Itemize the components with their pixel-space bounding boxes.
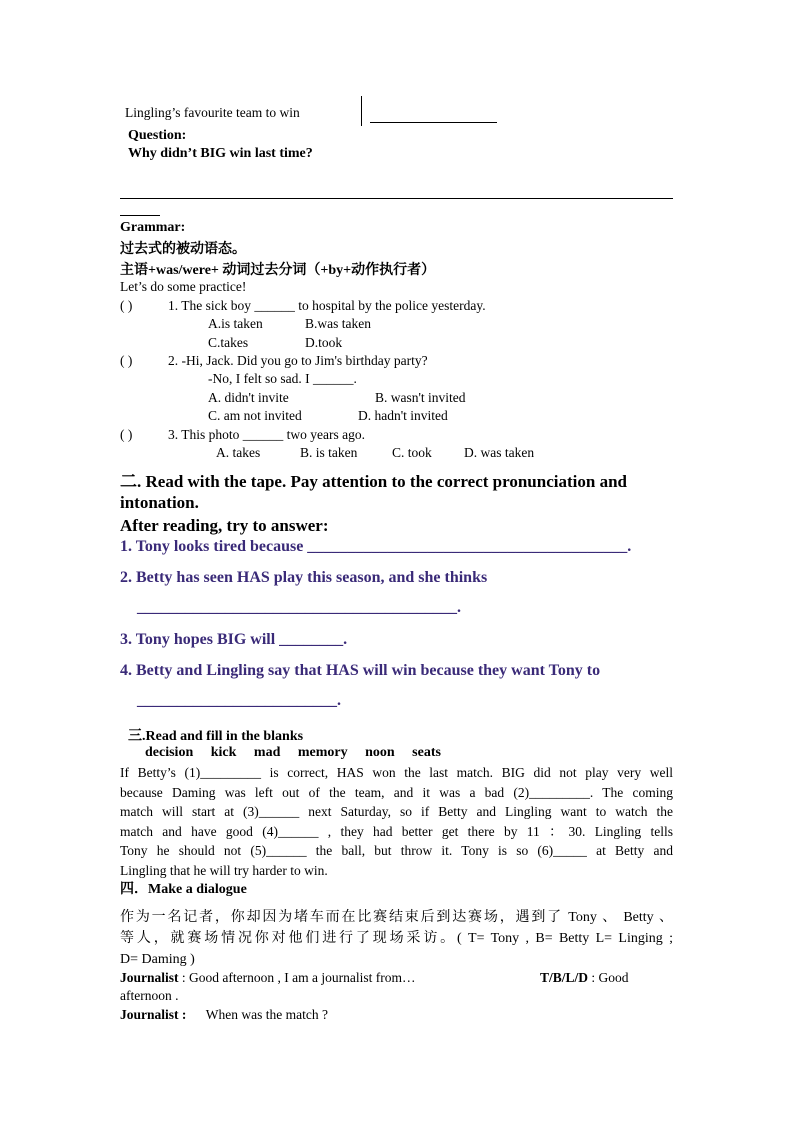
table-divider [361, 96, 362, 126]
q3-option-a: A. takes [216, 445, 261, 460]
dialogue-instructions [120, 907, 673, 970]
word-bank: decision kick mad memory noon seats [145, 745, 441, 760]
speaker-journalist: Journalist : [120, 1007, 187, 1022]
q1-paren: ( ) [120, 298, 133, 313]
instruction-line: 等人，就赛场情况你对他们进行了现场采访。( T= Tony , B= Betty L= Linging ; [120, 931, 673, 946]
after-reading-heading: After reading, try to answer: [120, 516, 329, 535]
answer-question-4: 4. Betty and Lingling say that HAS will win because they want Tony to [120, 662, 601, 679]
instruction-line: D= Daming ) [120, 952, 195, 967]
grammar-title: 过去式的被动语态。 [120, 242, 246, 257]
cloze-paragraph [120, 763, 673, 880]
instruction-line: 作为一名记者，你却因为堵车而在比赛结束后到达赛场，遇到了 Tony 、 Betty 、 [120, 910, 673, 925]
q3-option-b: B. is taken [300, 445, 358, 460]
answer-line [120, 198, 673, 199]
cloze-line: Tony he should not (5)______ the ball, but throw it. Tony is so (6)_____ at Betty and [120, 843, 673, 858]
q2-option-c: C. am not invited [208, 408, 302, 423]
answer-question-4-blank: _________________________. [137, 692, 341, 709]
cloze-line: match will start at (3)______ next Saturday, so if Betty and Lingling want to watch the [120, 804, 673, 819]
responder-greeting-cont: afternoon . [120, 988, 179, 1003]
answer-line-short [120, 215, 160, 216]
answer-question-2: 2. Betty has seen HAS play this season, and she thinks [120, 569, 488, 586]
answer-blank-line [370, 122, 497, 123]
q3-option-c: C. took [392, 445, 432, 460]
section4-heading: 四．Make a dialogue [120, 882, 247, 897]
speaker-tbld: T/B/L/D [540, 970, 589, 985]
cloze-line: Lingling that he will try harder to win. [120, 862, 328, 878]
dialogue-line-journalist-2 [120, 1007, 328, 1023]
journalist-question: When was the match ? [205, 1007, 328, 1022]
dialogue-line-responders [540, 970, 673, 986]
responder-greeting: : Good [588, 970, 629, 985]
q2-stem: 2. -Hi, Jack. Did you go to Jim's birthday party? [168, 353, 428, 368]
q1-option-c: C.takes [208, 335, 249, 350]
q3-paren: ( ) [120, 427, 133, 442]
question-text: Why didn’t BIG win last time? [128, 146, 313, 161]
q3-stem: 3. This photo ______ two years ago. [168, 427, 365, 442]
answer-question-3: 3. Tony hopes BIG will ________. [120, 631, 348, 648]
section3-heading: 三.Read and fill in the blanks [128, 729, 304, 744]
q2-option-a: A. didn't invite [208, 390, 289, 405]
q2-paren: ( ) [120, 353, 133, 368]
answer-question-1: 1. Tony looks tired because ________________________________________. [120, 538, 632, 555]
dialogue-line-journalist-1 [120, 970, 415, 986]
grammar-heading: Grammar: [120, 220, 186, 235]
q1-option-b: B.was taken [305, 316, 371, 331]
grammar-formula: 主语+was/were+ 动词过去分词（+by+动作执行者） [120, 263, 436, 278]
q1-option-d: D.took [305, 335, 343, 350]
journalist-greeting: : Good afternoon , I am a journalist from… [178, 970, 416, 985]
cloze-line: If Betty’s (1)_________ is correct, HAS won the last match. BIG did not play very well [120, 765, 673, 780]
speaker-journalist: Journalist [120, 970, 179, 985]
q2-reply: -No, I felt so sad. I ______. [208, 371, 357, 386]
section2-heading-line1: 二. Read with the tape. Pay attention to the correct pronunciation and [120, 472, 627, 491]
question-heading: Question: [128, 128, 187, 143]
row-label: Lingling’s favourite team to win [125, 105, 300, 120]
q2-option-d: D. hadn't invited [358, 408, 448, 423]
q3-option-d: D. was taken [464, 445, 535, 460]
q1-stem: 1. The sick boy ______ to hospital by the police yesterday. [168, 298, 486, 313]
section2-heading-line2: intonation. [120, 493, 199, 512]
cloze-line: match and have good (4)______ , they had better get there by 11 ：30. Lingling tells [120, 823, 673, 839]
practice-intro: Let’s do some practice! [120, 279, 247, 294]
answer-question-2-blank: ________________________________________. [137, 599, 461, 616]
q1-option-a: A.is taken [208, 316, 263, 331]
cloze-line: because Daming was left out of the team, and it was a bad (2)_________. The coming [120, 784, 673, 800]
q2-option-b: B. wasn't invited [375, 390, 466, 405]
